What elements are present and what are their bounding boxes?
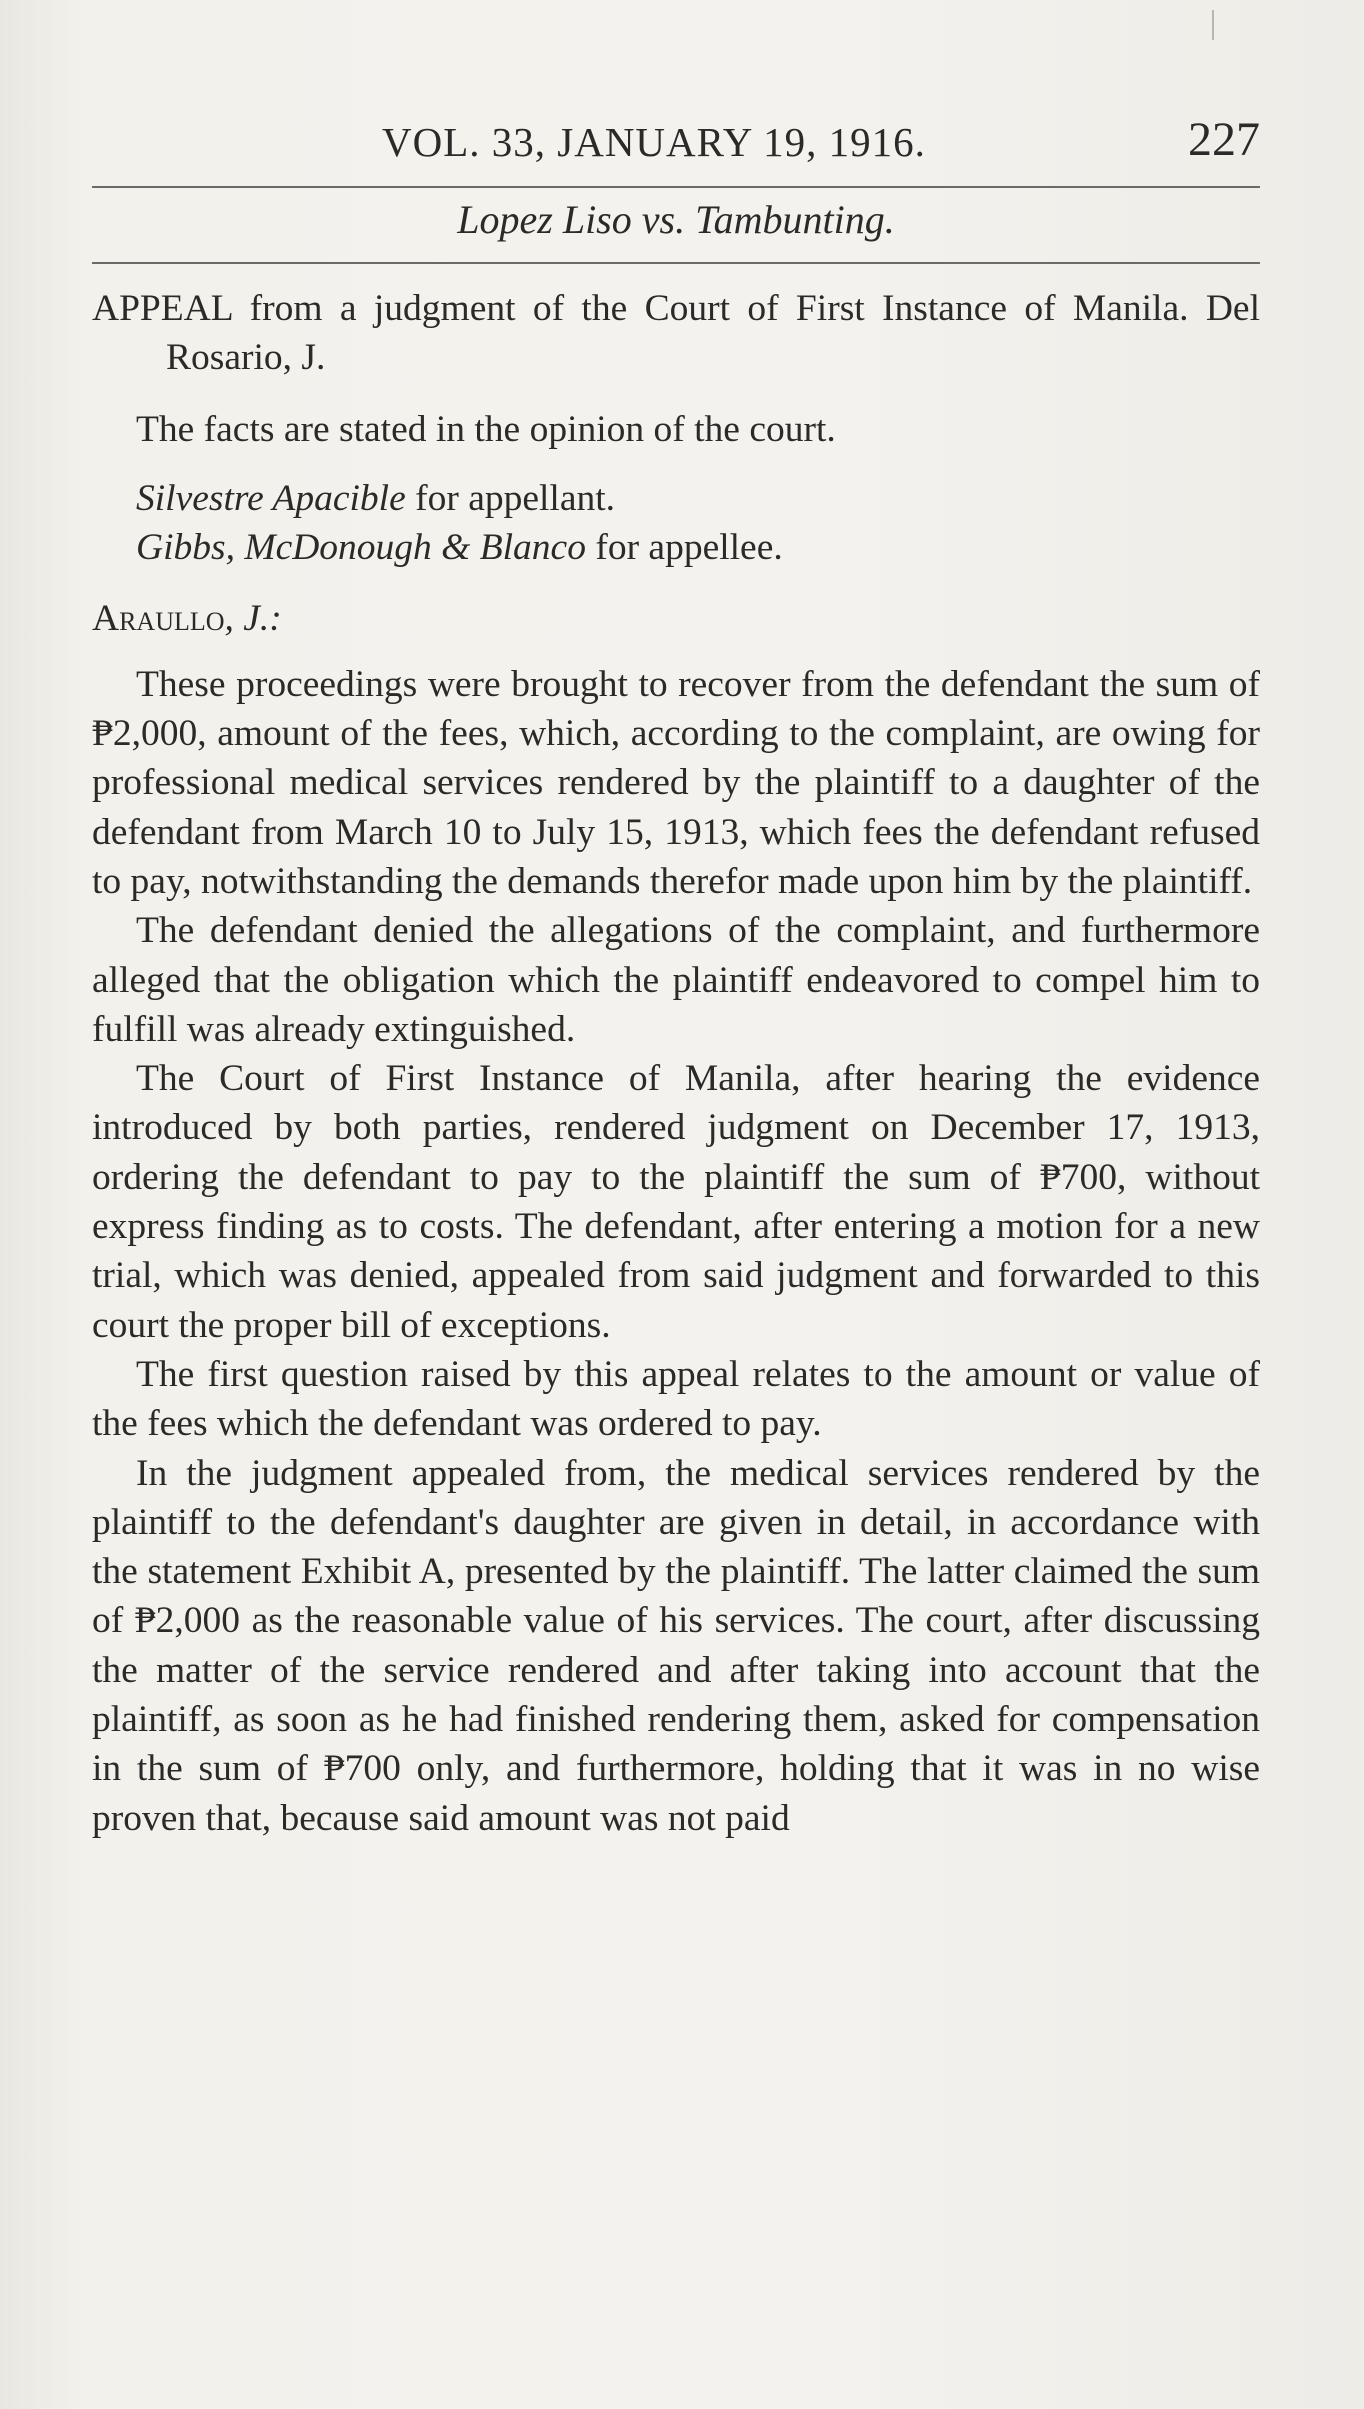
- appeal-paragraph: APPEAL from a judgment of the Court of First Instance of Manila. Del Rosario, J.: [92, 288, 1260, 379]
- appellant-counsel: [92, 474, 1260, 523]
- appellant-counsel-name: Silvestre Apacible: [136, 477, 406, 519]
- header-rule: [92, 186, 1260, 188]
- running-head: [92, 112, 1260, 182]
- justice-name: Araullo: [92, 598, 225, 640]
- volume-date: VOL. 33, JANUARY 19, 1916.: [382, 119, 926, 165]
- appellee-counsel-role: for appellee.: [585, 527, 783, 569]
- opinion-paragraph-3: The Court of First Instance of Manila, after hearing the evidence introduced by both parties, rendered judgment on December 17, 1913, ordering the defendant to pay to the plaintiff the sum of ₱700, without express finding as to costs. The defendant, after entering a motion for a new trial, which was denied, appealed from said judgment and forwarded to this court the proper bill of exceptions.: [92, 1058, 1260, 1346]
- facts-statement: The facts are stated in the opinion of the court.: [136, 408, 836, 450]
- page-number: 227: [1188, 113, 1260, 166]
- appellee-counsel: [92, 523, 1260, 572]
- appellant-counsel-role: for appellant.: [405, 477, 616, 519]
- justice-suffix: , J.:: [224, 598, 282, 640]
- case-title: Lopez Liso vs. Tambunting.: [457, 197, 895, 242]
- opinion-paragraph-5: In the judgment appealed from, the medical services rendered by the plaintiff to the defendant's daughter are given in detail, in accordance with the statement Exhibit A, presented by the plaintiff. The latter claimed the sum of ₱2,000 as the reasonable value of his services. The court, after discussing the matter of the service rendered and after taking into account that the plaintiff, as soon as he had finished rendering them, asked for compensation in the sum of ₱700 only, and furthermore, holding that it was in no wise proven that, because said amount was not paid: [92, 1452, 1260, 1839]
- appellee-counsel-name: Gibbs, McDonough & Blanco: [136, 527, 586, 569]
- opinion-paragraph-1: These proceedings were brought to recover from the defendant the sum of ₱2,000, amount of the fees, which, according to the complaint, are owing for professional medical services rendered by the plaintiff to a daughter of the defendant from March 10 to July 15, 1913, which fees the defendant refused to pay, notwithstanding the demands therefor made upon him by the plaintiff.: [92, 663, 1260, 902]
- title-rule: [92, 262, 1260, 264]
- opinion-paragraph-4: The first question raised by this appeal relates to the amount or value of the fees which the defendant was ordered to pay.: [92, 1353, 1260, 1445]
- opinion-paragraph-2: The defendant denied the allegations of the complaint, and furthermore alleged that the obligation which the plaintiff endeavored to compel him to fulfill was already extinguished.: [92, 910, 1260, 1050]
- justice-line: [92, 594, 1260, 643]
- scan-mark: [1212, 10, 1214, 40]
- page-body: [92, 284, 1260, 1843]
